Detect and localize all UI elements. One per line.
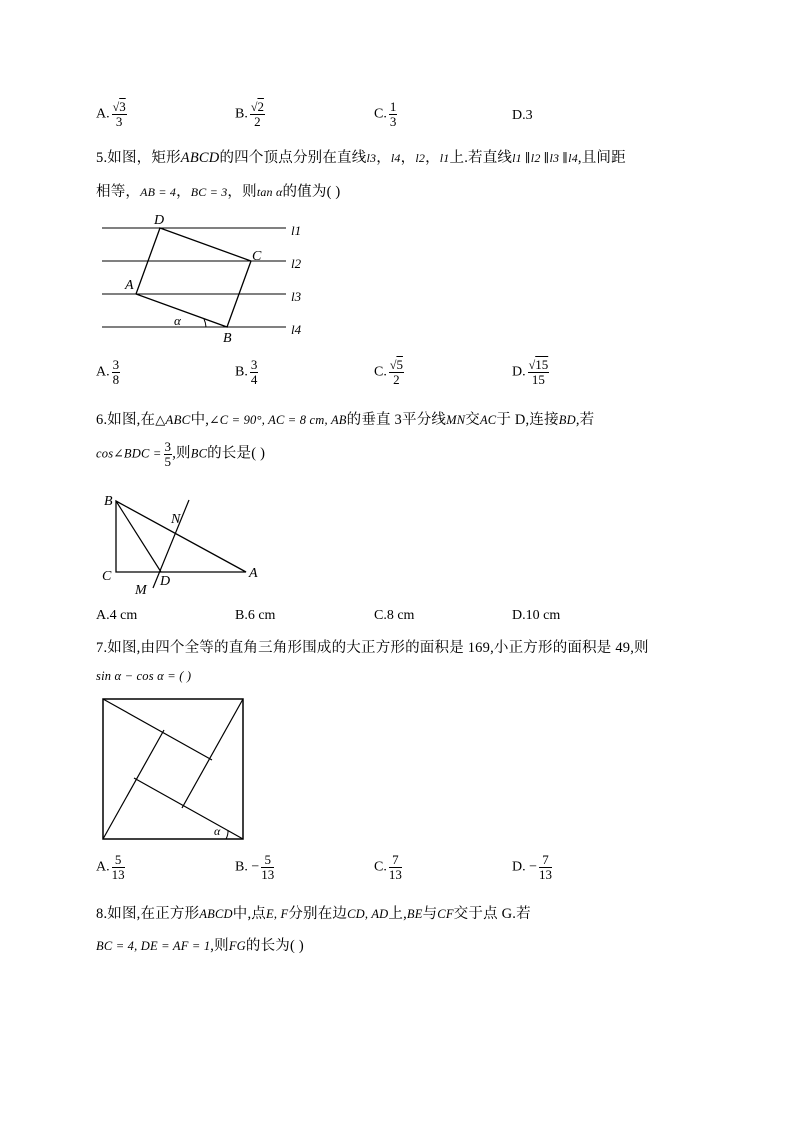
label-b: B: [223, 331, 232, 346]
q6-option-b: B.6 cm: [235, 608, 276, 623]
label-l3: l3: [291, 289, 302, 304]
q6-option-a: A.4 cm: [96, 608, 138, 623]
label-d: D: [154, 213, 165, 228]
leg-1: [103, 730, 164, 839]
q5-option-a: A. $\frac{3}{8}$: [96, 357, 120, 387]
label-d: D: [160, 574, 171, 589]
rectangle-abcd: [136, 228, 251, 327]
label-c: C: [252, 249, 262, 264]
large-square: [103, 699, 243, 839]
q7-option-c: C. $\frac{7}{13}$: [374, 852, 402, 882]
q5-option-d: D. $\frac{√15}{15}$: [512, 357, 549, 387]
q5-line-2: 相等，AB = 4，BC = 3，则tan α的值为( ): [96, 184, 341, 200]
q7-option-b: B. − $\frac{5}{13}$: [235, 852, 275, 882]
q6-line-2: cos∠BDC = $\frac{3}{5}$ ,则BC的长是( ): [96, 439, 266, 469]
label-a: A: [125, 278, 134, 293]
segment-bd: [116, 501, 161, 572]
triangle-abc: [116, 501, 246, 572]
q5-line-1: 5.如图，矩形ABCD的四个顶点分别在直线l3，l4，l2，l1上.若直线l1 ∥l2 ∥l3 ∥l4,且间距: [96, 150, 626, 166]
label-b: B: [104, 494, 113, 509]
q5-option-b: B. $\frac{3}{4}$: [235, 357, 258, 387]
label-a: A: [249, 566, 258, 581]
label-l1: l1: [291, 223, 302, 238]
label-l2: l2: [291, 256, 302, 271]
q6-line-1: 6.如图,在△ABC中,∠C = 90°, AC = 8 cm, AB的垂直 3平分线MN交AC于 D,连接BD,若: [96, 412, 595, 428]
q4-option-b: B. $\frac{√2}{2}$: [235, 99, 264, 129]
q6-figure: [96, 488, 276, 600]
q8-line-2: BC = 4, DE = AF = 1,则FG的长为( ): [96, 938, 304, 954]
leg-4: [103, 699, 212, 760]
label-c: C: [102, 569, 112, 584]
label-alpha: α: [214, 824, 221, 838]
leg-2: [134, 778, 243, 839]
label-alpha: α: [174, 313, 181, 328]
angle-alpha-arc: [204, 319, 206, 327]
q7-line-2: sin α − cos α = ( ): [96, 669, 192, 683]
angle-alpha-arc: [226, 830, 228, 839]
q4-option-d: D.3: [512, 108, 533, 123]
q4-option-a: A. $\frac{√3}{3}$: [96, 99, 126, 129]
label-l4: l4: [291, 322, 302, 337]
q7-option-d: D. − $\frac{7}{13}$: [512, 852, 553, 882]
q4-option-c: C. $\frac{1}{3}$: [374, 99, 397, 129]
q6-option-c: C.8 cm: [374, 608, 415, 623]
label-n: N: [171, 512, 181, 527]
label-m: M: [135, 583, 147, 598]
q7-option-a: A. $\frac{5}{13}$: [96, 852, 125, 882]
leg-3: [182, 699, 243, 808]
q5-option-c: C. $\frac{√5}{2}$: [374, 357, 403, 387]
q7-line-1: 7.如图,由四个全等的直角三角形围成的大正方形的面积是 169,小正方形的面积是 49,则: [96, 640, 649, 656]
q6-option-d: D.10 cm: [512, 608, 561, 623]
q5-figure: [96, 208, 316, 348]
q8-line-1: 8.如图,在正方形ABCD中,点E, F分别在边CD, AD上,BE与CF交于点 G.若: [96, 906, 531, 922]
q7-figure: [98, 695, 248, 843]
